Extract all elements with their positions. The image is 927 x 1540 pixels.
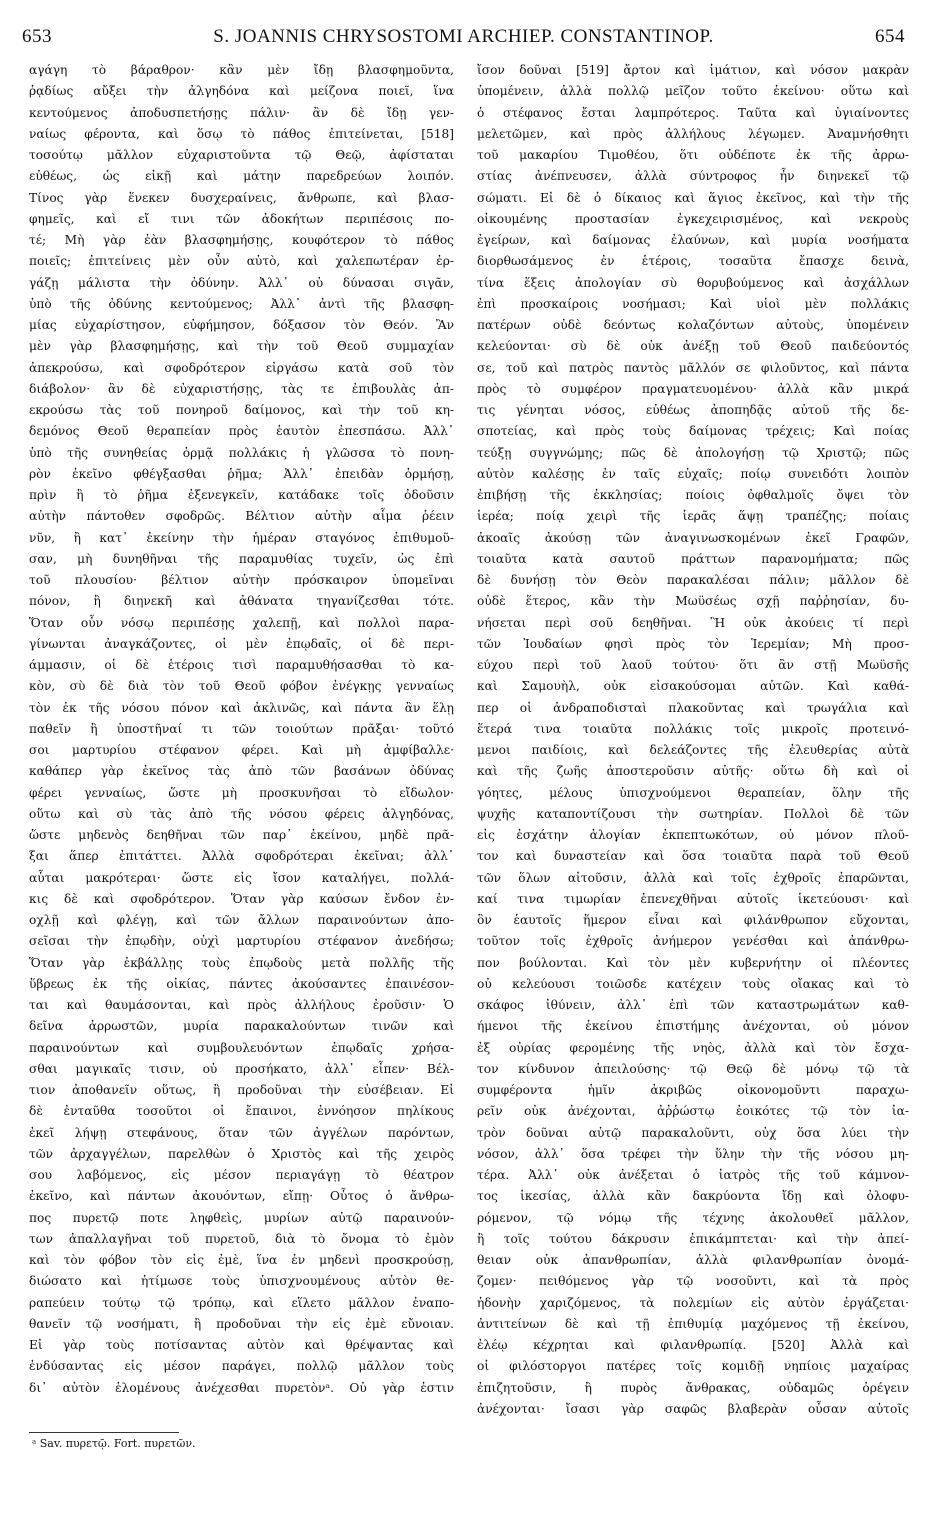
text-line: δεμόνος Θεοῦ θεραπείαν πρὸς ἑαυτὸν ἐπεσπάσω. Ἀλλ᾽ xyxy=(29,424,454,439)
text-line: αὐτὸν καλέσῃς ἐν ταῖς εὐχαῖς; ποίῳ συνειδότι λοιπὸν xyxy=(477,466,909,481)
text-line: ται καὶ θαυμάσονται, καὶ πρὸς ἀλλήλους ἐροῦσιν· Ὁ xyxy=(29,998,454,1012)
text-line: νόσον, ἀλλ᾽ ὅσα τρέφει τὴν ὕλην τὴν τῆς νόσου μη- xyxy=(477,1146,909,1161)
text-line: μὲν γὰρ βλασφημήσῃς, καὶ τὴν τοῦ Θεοῦ συμμαχίαν xyxy=(29,339,454,354)
text-line: τοῦ πλουσίου· βέλτιον αὐτὴν πρόσκαιρον ὑπομεῖναι xyxy=(29,573,454,587)
text-line: πος πυρετῷ ποτε ληφθεὶς, μυρίων αὐτῷ παραινούν- xyxy=(29,1210,454,1225)
text-line: εκρούσω τὰς τοῦ πονηροῦ δαίμονος, καὶ τὴν τοῦ κη- xyxy=(29,403,454,417)
text-line: ἐνδύσαντας εἰς μέσον παράγει, πολλῷ μᾶλλον τοὺς xyxy=(29,1359,454,1374)
text-line: τοῦτον τοῖς ἐχθροῖς ἀνήμερον γενέσθαι καὶ ἀπάνθρω- xyxy=(477,934,909,949)
text-line: ρόμενον, τῷ νόμῳ τῆς τέχνης ἀκολουθεῖ μᾶλλον, xyxy=(477,1210,909,1225)
text-line: σου λαβόμενος, εἰς μέσον περιαγάγῃ τὸ θέατρον xyxy=(29,1168,454,1182)
text-line: Εἰ γὰρ τοὺς ποτίσαντας αὐτὸν καὶ θρέψαντας καὶ xyxy=(29,1338,454,1352)
left-text-column xyxy=(29,60,454,1500)
text-line: θανεῖν τῷ νοσήματι, ἢ προδοῦναι τὴν εἰς ἐμὲ εὔνοιαν. xyxy=(29,1316,454,1331)
text-line: πόνον, ἢ διηνεκῆ καὶ ἀθάνατα τηγανίζεσθαι τότε. xyxy=(29,594,454,609)
text-line: παθεῖν ἢ ὑποστῆναί τι τῶν τοιούτων πρᾶξαι· τοῦτό xyxy=(29,721,454,736)
text-line: κὸν, σὺ δὲ διὰ τὸν τοῦ Θεοῦ φόβον ἐνέγκῃς γενναίως xyxy=(29,679,454,694)
left-page-number: 653 xyxy=(22,26,52,47)
text-line: σεῖσαι τὴν ἐπῳδὴν, οὐχὶ μαρτυρίου στέφανον ἀνεδήσω; xyxy=(29,934,454,949)
text-line: ῥᾳδίως αὔξει τὴν ἀλγηδόνα καὶ μείζονα ποιεῖ, ἵνα xyxy=(29,84,454,99)
text-line: ἕτερά τινα τοιαῦτα πολλάκις τοῖς μικροῖς προτεινό- xyxy=(477,721,909,736)
text-line: ἐπὶ προσκαίροις νοσήμασι; Καὶ υἱοὶ μὲν πολλάκις xyxy=(477,296,909,311)
text-line: σε, τοῦ καὶ πατρὸς παντὸς μᾶλλόν σε φιλοῦντος, καὶ πάντα xyxy=(477,360,909,375)
text-line: κις δὲ καὶ σφοδρότερον. Ὅταν γὰρ καύσων ἔνδον ἐν- xyxy=(29,891,454,906)
text-line: ὑπὸ τῆς ὀδύνης κεντούμενος; Ἀλλ᾽ ἀντὶ τῆς βλασφη- xyxy=(29,296,454,311)
right-page-number: 654 xyxy=(875,26,905,47)
text-line: ἀνέχονται· ἴσασι γὰρ σαφῶς βλαβερὰν οὖσαν αὐτοῖς xyxy=(477,1401,909,1416)
text-line: οὕτω καὶ σὺ τὰς ἀπὸ τῆς νόσου φέρεις ἀλγηδόνας, xyxy=(29,806,454,821)
text-line: τον καὶ δυναστείαν καὶ ὅσα τοιαῦτα παρὰ τοῦ Θεοῦ xyxy=(477,849,909,864)
text-line: φημεῖς, καὶ εἴ τινι τῶν ἀδοκήτων περιπέσοις πο- xyxy=(29,211,454,226)
text-line: τοιαῦτα κατὰ σαυτοῦ πράττων παρανομήματα; πῶς xyxy=(477,551,909,566)
text-line: εὐθέως, ὡς εἰκῇ καὶ μάτην παρεδρεύων λοιπόν. xyxy=(29,169,454,184)
text-line: Ὅταν οὖν νόσῳ περιπέσῃς χαλεπῇ, καὶ πολλοὶ παρα- xyxy=(29,615,454,630)
text-line: στίας ἀνέπνευσεν, ἀλλὰ σύντροφος ἦν διηνεκεῖ τῷ xyxy=(477,169,909,184)
text-line: μελετῶμεν, καὶ πρὸς ἀλλήλους λέγωμεν. Ἀναμνήσθητι xyxy=(477,126,909,141)
footnote: ᵃ Sav. πυρετῷ. Fort. πυρετῶν. xyxy=(32,1437,196,1450)
text-line: ἐπιβήσῃ τῆς ἐκκλησίας; ποίοις ὀφθαλμοῖς ὄψει τὸν xyxy=(477,488,909,502)
text-line: τος ἱκεσίας, ἀλλὰ κἂν δακρύοντα ἴδῃ καὶ ὀλοφυ- xyxy=(477,1189,909,1204)
text-line: ἀπεκρούσω, καὶ σφοδρότερον εἰργάσω κατὰ σοῦ τὸν xyxy=(29,360,454,375)
text-line: ὑπομένειν, ἀλλὰ πολλῷ μεῖζον τοῦτο ἐκείνου· οὕτω καὶ xyxy=(477,84,909,99)
text-line: περ οἱ ἀνδραποδισταὶ πλακοῦντας καὶ τρωγάλια καὶ xyxy=(477,700,909,715)
text-line: ἀκοαῖς ἀκούσῃ τῶν ἀναγινωσκομένων ἐκεῖ Γραφῶν, xyxy=(477,530,909,545)
text-line: Ὅταν γὰρ ἐκβάλλῃς τοὺς ἐπῳδοὺς μετὰ πολλῆς τῆς xyxy=(29,955,454,970)
text-line: ἐπιζητοῦσιν, ἢ πυρὸς ἄνθρακας, οὐδαμῶς ὀρέγειν xyxy=(477,1380,909,1395)
text-line: ἐξ οὐρίας φερομένης τῆς νηὸς, ἀλλὰ καὶ τὸν ἔσχα- xyxy=(477,1040,909,1055)
text-line: διώσατο καὶ ἠτίμωσε τοὺς ὑπισχνουμένους αὐτὸν θε- xyxy=(29,1274,454,1289)
text-line: εύχου περὶ τοῦ λαοῦ τούτου· ὅτι ἂν στῇ Μωϋσῆς xyxy=(477,658,909,672)
text-line: των ἀπαλλαγῆναι τοῦ πυρετοῦ, διὰ τὸ ὄνομα τὸ ἐμὸν xyxy=(29,1231,454,1246)
text-line: μενοι παιδίοις, καὶ δελεάζοντες τῆς ἐλευθερίας αὐτὰ xyxy=(477,743,909,757)
text-line: ἐκεῖ λήψῃ στεφάνους, ὅταν τῶν ἀγγέλων παρόντων, xyxy=(29,1125,454,1140)
text-line: καὶ Σαμουὴλ, οὐκ εἰσακούσομαι αὐτῶν. Καὶ καθά- xyxy=(477,679,909,694)
text-line: ἡδονὴν χαριζόμενος, τὰ πολεμίων εἰς αὐτὸν ἐργάζεται· xyxy=(477,1295,909,1310)
text-line: πατέρων οὐδὲ δεόντως κολαζόντων αὐτοὺς, ὑπομένειν xyxy=(477,318,909,332)
text-line: τρὸν δοῦναι αὐτῷ παρακαλοῦντι, οὐχ ὅσα λύει τὴν xyxy=(477,1125,909,1140)
text-line: εἰς ἐσχάτην ἀλογίαν ἐκπεπτωκότων, οὐ μόνον πλοῦ- xyxy=(477,828,909,842)
text-line: πρὸς τὸ συμφέρον πραγματευομένου· ἀλλὰ κἂν μικρά xyxy=(477,381,909,396)
text-line: ἀντιτείνων δὲ καὶ τῇ ἐπιθυμίᾳ μαχόμενος τῇ ἐκείνου, xyxy=(477,1316,909,1331)
text-line: καὶ τὸν φόβον τὸν εἰς ἐμὲ, ἵνα ἐν μηδενὶ προσκρούσῃ, xyxy=(29,1253,454,1267)
text-line: νήσεται περὶ σοῦ δεηθῆναι. Ἢ οὐκ ἀκούεις τί περὶ xyxy=(477,615,909,630)
text-line: μίας εὐχαρίστησον, εὐφήμησον, δόξασον τὸν Θεόν. Ἂν xyxy=(29,318,454,332)
text-line: δι᾽ αὐτὸν ἑλομένους ἀνέχεσθαι πυρετὸνᵃ. Οὐ γὰρ ἐστιν xyxy=(29,1380,454,1395)
text-line: ραπεύειν τούτῳ τῷ τρόπῳ, καὶ εἵλετο μᾶλλον ἐναπο- xyxy=(29,1295,454,1310)
text-line: σοι μαρτυρίου στέφανον φέρει. Καὶ μὴ ἀμφίβαλλε· xyxy=(29,743,454,757)
text-line: ὕβρεως ἐκ τῆς οἰκίας, πάντες ἀκούσαντες ἐπαινέσον- xyxy=(29,976,454,991)
text-line: τοῦ μακαρίου Τιμοθέου, ὅτι οὐδέποτε ἐκ τῆς ἀρρω- xyxy=(477,148,909,162)
text-line: ἐκεῖνο, καὶ πάντων ἀκουόντων, εἴπῃ· Οὗτος ὁ ἄνθρω- xyxy=(29,1189,454,1204)
text-line: τον κίνδυνον ἀπειλούσης· τῷ Θεῷ δὲ μόνῳ τῷ τὰ xyxy=(477,1061,909,1076)
text-line: ναίως φέροντα, καὶ ὅσῳ τὸ πάθος ἐπιτείνεται, [518] xyxy=(29,126,454,141)
text-line: καθάπερ γὰρ ἐκεῖνος τὰς ἀπὸ τῶν βασάνων ὀδύνας xyxy=(29,764,454,779)
text-line: τὸν ἐκ τῆς νόσου πόνον καὶ ἀκλινῶς, καὶ πάντα ἂν ἕλῃ xyxy=(29,700,454,715)
text-line: οἰκουμένης προστασίαν ἐγκεχειρισμένος, καὶ νεκροὺς xyxy=(477,211,909,226)
text-line: διορθωσάμενος ἐν ἑτέροις, τοσαῦτα ἔπασχε δεινὰ, xyxy=(477,254,909,269)
text-line: ήμενοι τῆς ἐκείνου ἐπιστήμης ἀνέχονται, οὐ μόνον xyxy=(477,1019,909,1034)
text-line: σποτείας, καὶ πρὸς τοὺς δαίμονας τρέχεις; Καὶ ποίας xyxy=(477,424,909,439)
text-line: ὃν ἑαυτοῖς ἥμερον εἶναι καὶ φιλάνθρωπον εὔχονται, xyxy=(477,913,909,927)
text-line: τέρα. Ἀλλ᾽ οὐκ ἀνέξεται ὁ ἰατρὸς τῆς τοῦ κάμνον- xyxy=(477,1168,909,1182)
text-line: τῶν ἀρχαγγέλων, παρελθὼν ὁ Χριστὸς καὶ τῆς χειρὸς xyxy=(29,1146,454,1161)
text-line: σώματι. Εἰ δὲ ὁ δίκαιος καὶ ἅγιος ἐκεῖνος, καὶ τὴν τῆς xyxy=(477,190,909,205)
text-line: οὐδὲ ἕτερος, κἂν τὴν Μωϋσέως σχῇ παῤῥησίαν, δυ- xyxy=(477,594,909,609)
text-line: συμφέροντα ἡμῖν ἀκριβῶς οἰκονομοῦντι παραχω- xyxy=(477,1083,909,1097)
text-line: θειαν οὐκ ἀπανθρωπίαν, ἀλλὰ φιλανθρωπίαν ὀνομά- xyxy=(477,1253,909,1267)
running-title: S. JOANNIS CHRYSOSTOMI ARCHIEP. CONSTANTINOP. xyxy=(213,26,714,47)
text-line: ὥστε μηδενὸς δεηθῆναι τῶν παρ᾽ ἐκείνου, μηδὲ πρᾶ- xyxy=(29,828,454,842)
text-line: σθαι μαγικαῖς τισιν, οὐ προσήκατο, ἀλλ᾽ εἶπεν· Βέλ- xyxy=(29,1061,454,1076)
text-line: πον βούλονται. Καὶ τὸν μὲν κυβερνήτην οἱ πλέοντες xyxy=(477,955,909,970)
text-line: ρεῖν οὐκ ἀνέχονται, ἀῤῥώστῳ ἐοικότες τῷ τὸν ἰα- xyxy=(477,1104,909,1119)
running-header xyxy=(22,26,905,54)
text-line: καὶ τῆς ζωῆς ἀποστεροῦσιν αὐτῆς· οὕτω δὴ καὶ οἱ xyxy=(477,764,909,779)
right-text-column xyxy=(477,60,909,1500)
text-line: τίνα ἕξεις ἀπολογίαν σὺ θορυβούμενος καὶ ἀσχάλλων xyxy=(477,275,909,290)
text-line: ζομεν· πειθόμενος γὰρ τῷ νοσοῦντι, καὶ τὰ πρὸς xyxy=(477,1274,909,1289)
text-line: σαν, μὴ δυνηθῆναι τῆς παραμυθίας τυχεῖν, ὡς ἐπὶ xyxy=(29,551,454,566)
text-line: παραινούντων καὶ συμβουλευόντων ἐπῳδαῖς χρήσα- xyxy=(29,1040,454,1055)
text-line: αὗται μακρότεραι· ὥστε εἰς ἴσον καταλήγει, πολλά- xyxy=(29,870,454,885)
text-line: ἐλέῳ κέχρηται καὶ φιλανθρωπίᾳ. [520] Ἀλλὰ καὶ xyxy=(477,1338,909,1352)
text-line: αγάγη τὸ βάραθρον· κἂν μὲν ἴδῃ βλασφημοῦντα, xyxy=(29,63,454,77)
text-line: οἱ φιλόστοργοι πατέρες τοῖς κομιδῇ νηπίοις μαχαίρας xyxy=(477,1359,909,1374)
text-line: οὐ κελεύουσι τοιῶσδε κατέχειν τοὺς οἴακας καὶ τὸ xyxy=(477,976,909,991)
text-line: ψυχῆς καταποντίζουσι τὴν σωτηρίαν. Πολλοὶ δὲ τῶν xyxy=(477,806,909,821)
text-line: τις γένηται νόσος, εὐθέως ἀποπηδᾷς αὐτοῦ τῆς δε- xyxy=(477,403,909,417)
text-line: ρὸν ἐκεῖνο φθέγξασθαι ῥῆμα; Ἀλλ᾽ ἐπειδὰν ὁρμήσῃ, xyxy=(29,466,454,481)
text-line: Τίνος γὰρ ἕνεκεν δυσχεραίνεις, ἄνθρωπε, καὶ βλασ- xyxy=(29,190,454,205)
text-line: δὲ ἐνταῦθα τοσοῦτοι οἱ ἔπαινοι, ἐννόησον πηλίκους xyxy=(29,1104,454,1119)
text-line: ἢ τοῖς τούτου δάκρυσιν ἐπικάμπτεται· καὶ τὴν ἀπεί- xyxy=(477,1231,909,1246)
text-line: διάβολον· ἂν δὲ εὐχαριστήσῃς, τὰς τε ἐπιβουλὰς ἀπ- xyxy=(29,381,454,396)
text-line: νῦν, ἢ κατ᾽ ἐκείνην τὴν ἡμέραν σταγόνος ἐπιθυμοῦ- xyxy=(29,530,454,545)
text-line: φέρει γενναίως, ὥστε μὴ προσκυνῆσαι τὸ εἴδωλον· xyxy=(29,785,454,800)
text-line: γάζῃ μάλιστα τὴν ὀδύνην. Ἀλλ᾽ οὐ δύνασαι σιγᾶν, xyxy=(29,275,454,290)
text-line: άμμασιν, οἱ δὲ ἑτέροις τισὶ παραμυθήσασθαι τὸ κα- xyxy=(29,658,454,672)
text-line: αὐτὴν πάντοθεν σφοδρῶς. Βέλτιον αὐτὴν αἷμα ῥέειν xyxy=(29,509,454,524)
text-line: πρὶν ἢ τὸ ῥῆμα ἐξενεγκεῖν, κατάδακε τοῖς ὀδοῦσιν xyxy=(29,488,454,502)
text-line: τιον ἀποθανεῖν οὕτως, ἢ προδοῦναι τὴν εὐσέβειαν. Εἰ xyxy=(29,1083,454,1097)
text-line: τῶν ὅλων αἰτοῦσιν, ἀλλὰ καὶ τοῖς ἐχθροῖς ἐπαρῶνται, xyxy=(477,870,909,885)
text-line: οχλῇ καὶ φλέγῃ, καὶ τῶν ἄλλων παραινούντων ἀπο- xyxy=(29,913,454,927)
text-line: γίνωνται ἀναγκάζοντες, οἱ μὲν ἐπῳδαῖς, οἱ δὲ περι- xyxy=(29,636,454,651)
text-line: καί τινα τιμωρίαν ἐπενεχθῆναι αὐτοῖς ἱκετεύουσι· καὶ xyxy=(477,891,909,906)
text-line: γόητες, μέλους ὑπισχνούμενοι θεραπείαν, ὅλην τῆς xyxy=(477,785,909,800)
text-line: τεύξῃ συγγνώμης; πῶς δὲ ἀπολογήσῃ τῷ Χριστῷ; πῶς xyxy=(477,445,909,460)
text-line: δὲ δυνήσῃ τὸν Θεὸν παρακαλέσαι πάλιν; μᾶλλον δὲ xyxy=(477,573,909,587)
text-line: ἴσον δοῦναι [519] ἄρτον καὶ ἱμάτιον, καὶ νόσον μακρὰν xyxy=(477,63,909,77)
footnote-divider xyxy=(29,1432,179,1433)
text-line: δεῖνα ἀρρωστῶν, μυρία παρακαλούντων τινῶν καὶ xyxy=(29,1019,454,1034)
text-line: ἱερέα; ποίᾳ χειρὶ τῆς ἱερᾶς ἅψῃ τραπέζης; ποίαις xyxy=(477,509,909,524)
text-line: τοσούτῳ μᾶλλον εὐχαριστοῦντα τῷ Θεῷ, ἀφίσταται xyxy=(29,148,454,162)
text-line: ὑπὸ τῆς συνηθείας ὁρμᾷ πολλάκις ἡ γλῶσσα τὸ πονη- xyxy=(29,445,454,460)
text-line: κελεύονται· σὺ δὲ οὐκ ἀνέξῃ τοῦ Θεοῦ παιδεύοντός xyxy=(477,339,909,354)
text-line: τῶν Ἰουδαίων φησὶ πρὸς τὸν Ἱερεμίαν; Μὴ προσ- xyxy=(477,636,909,651)
text-line: ποιεῖς; ἐπιτείνεις μὲν οὖν αὐτὸ, καὶ χαλεπωτέραν ἐρ- xyxy=(29,254,454,269)
text-line: σκάφος ἰθύνειν, ἀλλ᾽ ἐπὶ τῶν καταστρωμάτων καθ- xyxy=(477,998,909,1012)
text-line: ἐγείρων, καὶ δαίμονας ἐλαύνων, καὶ μυρία νοσήματα xyxy=(477,233,909,247)
text-line: ὁ στέφανος ἔσται λαμπρότερος. Ταῦτα καὶ ὑγιαίνοντες xyxy=(477,105,909,120)
text-line: ξαι ἅπερ ἐπιτάττει. Ἀλλὰ σφοδρότεραι ἐκεῖναι; ἀλλ᾽ xyxy=(29,849,454,864)
text-line: κεντούμενος ἀποδυσπετήσῃς πάλιν· ἂν δὲ ἴδῃ γεν- xyxy=(29,105,454,120)
text-line: τέ; Μὴ γὰρ ἐὰν βλασφημήσῃς, κουφότερον τὸ πάθος xyxy=(29,233,454,247)
